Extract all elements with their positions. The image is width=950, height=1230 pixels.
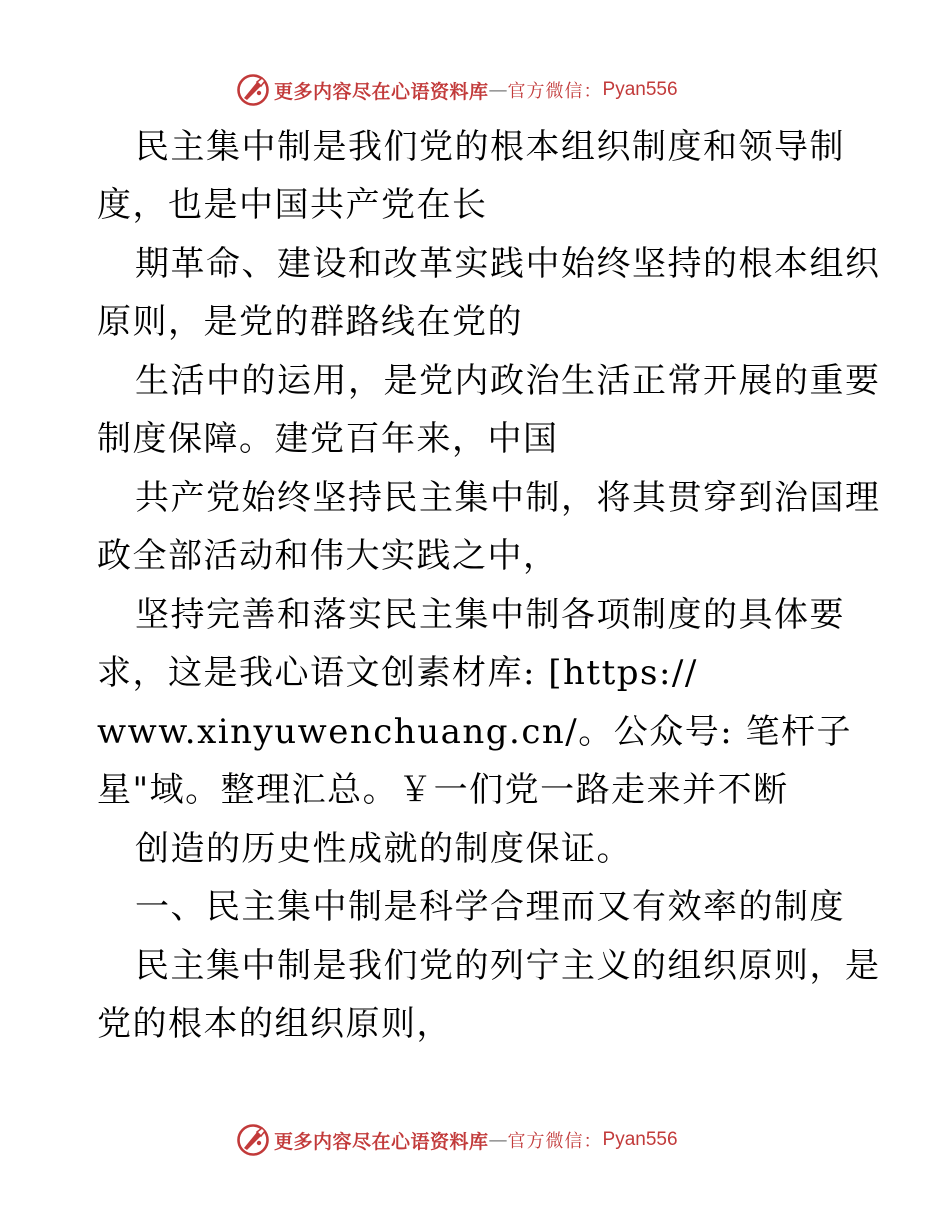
watermark-separator: — xyxy=(488,1129,508,1151)
watermark-text: 更多内容尽在心语资料库 xyxy=(274,80,489,103)
body-line: 共产党始终坚持民主集中制，将其贯穿到治国理 xyxy=(135,478,881,518)
watermark-header xyxy=(236,72,678,108)
watermark-wechat-label: 官方微信： xyxy=(507,81,603,102)
section-heading: 一、民主集中制是科学合理而又有效率的制度 xyxy=(135,887,845,927)
red-quill-seal-icon xyxy=(236,1123,270,1157)
body-line: www.xinyuwenchuang.cn/。公众号: 笔杆子 xyxy=(97,712,852,752)
body-line: 政全部活动和伟大实践之中， xyxy=(97,536,559,576)
body-line: 生活中的运用，是党内政治生活正常开展的重要 xyxy=(135,361,881,401)
body-line: 创造的历史性成就的制度保证。 xyxy=(135,829,632,869)
body-line: 星"域。整理汇总。￥一们党一路走来并不断 xyxy=(97,770,789,810)
body-line: 民主集中制是我们党的列宁主义的组织原则，是 xyxy=(135,946,881,986)
watermark-separator: — xyxy=(488,79,508,101)
watermark-footer xyxy=(236,1122,678,1158)
body-line: 期革命、建设和改革实践中始终坚持的根本组织 xyxy=(135,244,881,284)
watermark-text: 更多内容尽在心语资料库 xyxy=(274,1130,489,1153)
watermark-wechat-id: Pyan556 xyxy=(602,1129,678,1150)
body-line: 原则，是党的群路线在党的 xyxy=(97,302,523,342)
watermark-wechat-id: Pyan556 xyxy=(602,79,678,100)
body-line: 党的根本的组织原则， xyxy=(97,1004,452,1044)
body-line: 民主集中制是我们党的根本组织制度和领导制 xyxy=(135,127,845,167)
watermark-wechat-label: 官方微信： xyxy=(507,1131,603,1152)
red-quill-seal-icon xyxy=(236,73,270,107)
body-line: 制度保障。建党百年来，中国 xyxy=(97,419,559,459)
body-line: 坚持完善和落实民主集中制各项制度的具体要 xyxy=(135,595,845,635)
body-line: 度，也是中国共产党在长 xyxy=(97,185,488,225)
body-line: 求，这是我心语文创素材库: [https:// xyxy=(97,653,698,693)
